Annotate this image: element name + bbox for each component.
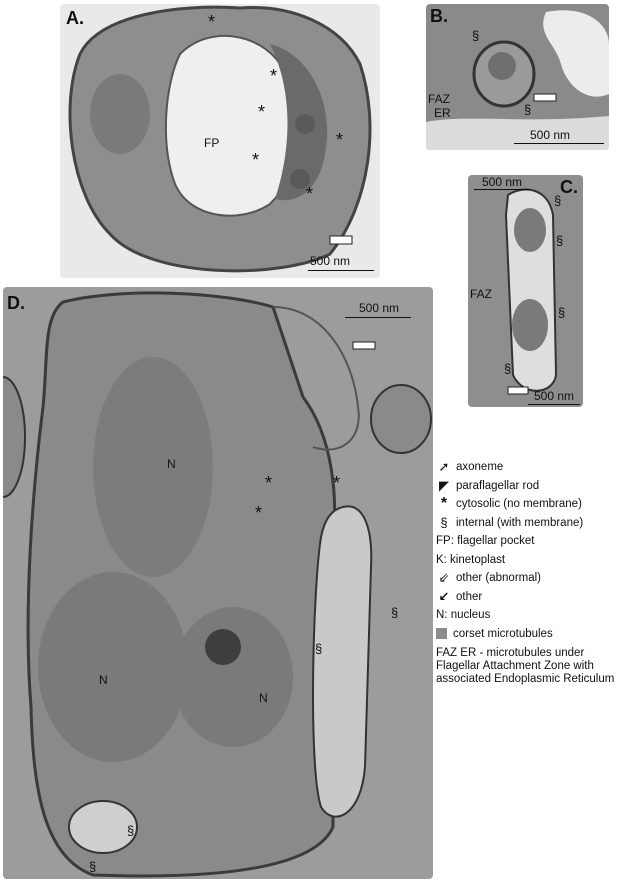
panel-c-scale-bar-top [474,189,530,190]
legend [436,458,616,686]
panel-b-scale-label: 500 nm [530,128,571,142]
asterisk-icon: * [440,495,448,513]
panel-c-scale-top-label: 500 nm [482,175,523,189]
section-marker: § [315,641,323,656]
asterisk-marker: * [265,473,273,493]
panel-b-label: B. [430,6,448,26]
section-marker: § [472,28,480,43]
panel-c [468,175,583,407]
panel-d-scale-bar [345,317,411,318]
panel-b-micrograph [426,4,609,150]
section-marker: § [554,193,562,208]
panel-a-scale-label: 500 nm [310,254,351,268]
section-icon: § [440,515,448,531]
panel-d-micrograph [3,287,433,879]
asterisk-marker: * [270,66,278,86]
section-marker: § [391,605,399,620]
panel-c-label: C. [560,177,578,197]
other-arrow-icon: ↙ [438,588,450,604]
panel-b [426,4,609,150]
corset-square-icon [436,628,447,639]
nucleus-label: N [167,457,176,471]
asterisk-marker: * [258,102,266,122]
panel-d [3,287,433,879]
legend-item-internal: § internal (with membrane) [436,514,616,533]
legend-item-cytosolic: * cytosolic (no membrane) [436,495,616,514]
section-marker: § [556,233,564,248]
asterisk-marker: * [255,503,263,523]
legend-item-faz-er: FAZ ER - microtubules under Flagellar Attachment Zone with associated Endoplasmic Reticulum [436,647,615,685]
panel-d-scale-label: 500 nm [359,301,400,315]
section-marker: § [89,859,97,874]
panel-a-scale-bar [308,270,374,271]
panel-c-scale-bottom-label: 500 nm [534,389,575,403]
legend-item-abnormal: ⇙ other (abnormal) [436,569,616,588]
panel-b-scale-bar [514,143,604,144]
nucleus-label: N [99,673,108,687]
faz-label: FAZ [428,92,451,106]
legend-item-other: ↙ other [436,588,616,607]
section-marker: § [504,361,512,376]
asterisk-marker: * [252,150,260,170]
legend-item-axoneme: ➚ axoneme [436,458,616,477]
legend-item-paraflagellar-rod: ◤ paraflagellar rod [436,477,616,496]
er-label: ER [434,106,451,120]
section-marker: § [127,823,135,838]
panel-a-label: A. [66,8,84,28]
legend-item-nucleus: N: nucleus [436,609,491,622]
fp-label: FP [204,136,220,150]
legend-item-corset: corset microtubules [436,625,616,644]
panel-c-scale-bar-bottom [528,404,580,405]
panel-a [60,4,380,278]
asterisk-marker: * [336,130,344,150]
panel-d-label: D. [7,293,25,313]
nucleus-label: N [259,691,268,705]
asterisk-marker: * [333,473,341,493]
paraflagellar-arrowhead-icon: ◤ [439,477,449,493]
double-arrow-icon: ⇙ [438,570,450,586]
legend-item-kinetoplast: K: kinetoplast [436,553,506,566]
faz-label: FAZ [470,287,493,301]
legend-item-fp: FP: flagellar pocket [436,535,535,548]
section-marker: § [524,102,532,117]
axoneme-arrow-icon: ➚ [438,459,450,475]
asterisk-marker: * [208,12,216,32]
section-marker: § [558,305,566,320]
asterisk-marker: * [306,184,314,204]
panel-a-micrograph [60,4,380,278]
